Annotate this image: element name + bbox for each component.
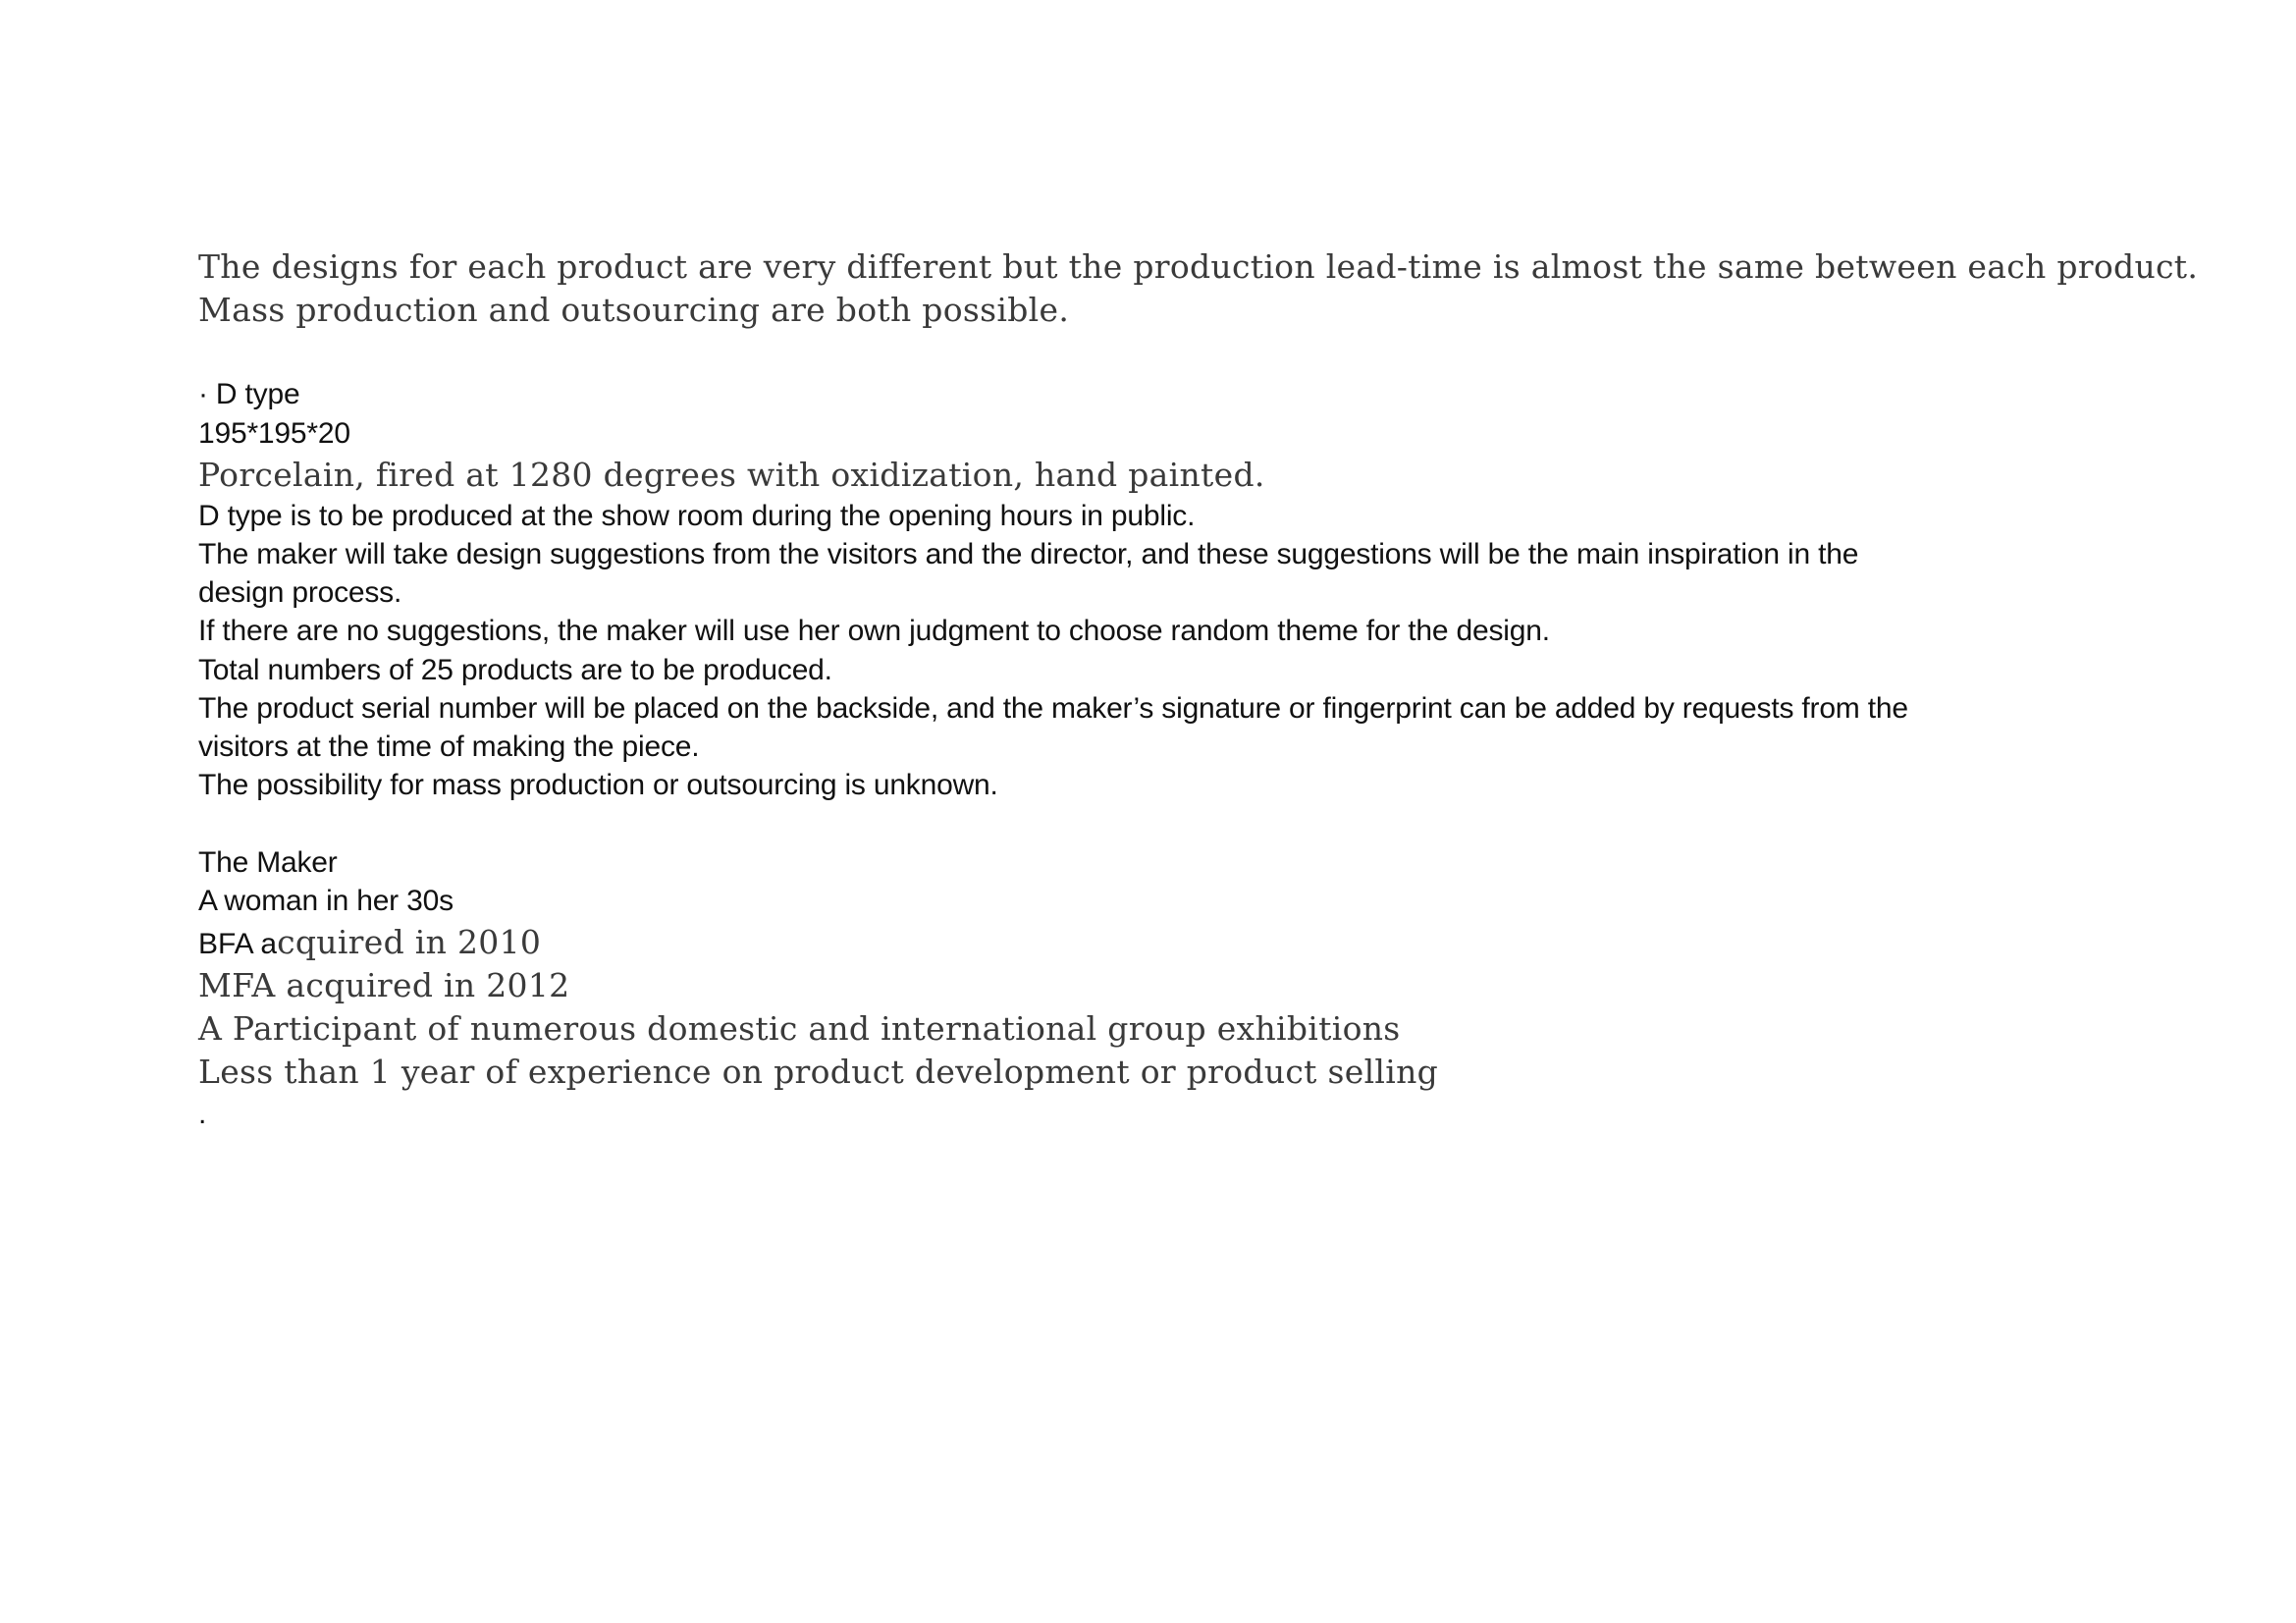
product-description-line: The product serial number will be placed on the backside, and the maker’s signature or fingerprint can be added by requests from the bbox=[198, 692, 1908, 725]
maker-exhibitions: A Participant of numerous domestic and international group exhibitions bbox=[198, 1009, 1401, 1048]
maker-mfa: MFA acquired in 2012 bbox=[198, 966, 570, 1004]
product-description-line: If there are no suggestions, the maker will use her own judgment to choose random theme for the design. bbox=[198, 615, 1550, 647]
product-dimensions: 195*195*20 bbox=[198, 417, 350, 450]
maker-heading: The Maker bbox=[198, 846, 338, 879]
product-description-line: The maker will take design suggestions from the visitors and the director, and these suggestions will be the main inspiration in the bbox=[198, 538, 1859, 570]
maker-bfa bbox=[198, 923, 541, 961]
product-description-line: The possibility for mass production or outsourcing is unknown. bbox=[198, 769, 998, 801]
product-material: Porcelain, fired at 1280 degrees with oxidization, hand painted. bbox=[198, 456, 1265, 494]
maker-bfa-prefix: BFA a bbox=[198, 928, 278, 960]
intro-line-1: The designs for each product are very different but the production lead-time is almost the same between each product. bbox=[198, 247, 2199, 286]
product-description-line: design process. bbox=[198, 576, 402, 609]
product-description-line: D type is to be produced at the show room during the opening hours in public. bbox=[198, 500, 1196, 532]
maker-experience: Less than 1 year of experience on product development or product selling bbox=[198, 1053, 1439, 1091]
intro-line-2: Mass production and outsourcing are both possible. bbox=[198, 291, 1070, 329]
product-heading: · D type bbox=[198, 378, 300, 410]
trailing-mark: . bbox=[198, 1098, 207, 1130]
product-description-line: Total numbers of 25 products are to be produced. bbox=[198, 654, 832, 686]
maker-bfa-rest: cquired in 2010 bbox=[277, 923, 542, 961]
product-description-line: visitors at the time of making the piece. bbox=[198, 730, 700, 763]
maker-age: A woman in her 30s bbox=[198, 885, 454, 917]
